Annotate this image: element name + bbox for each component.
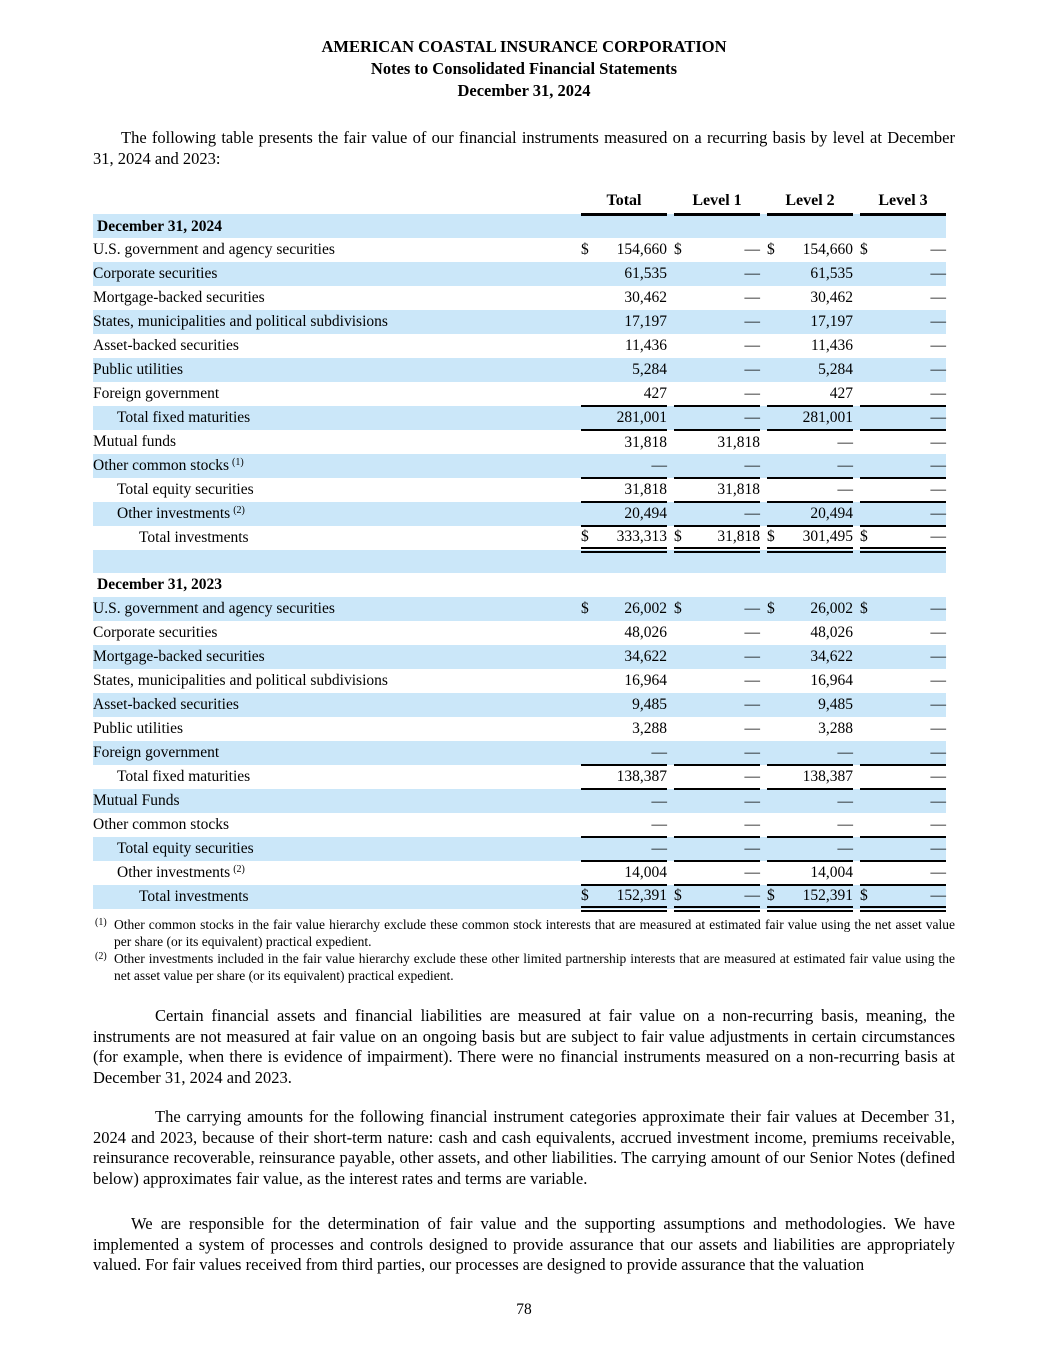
value-cell: —	[581, 741, 667, 765]
value-cell: 3,288	[632, 720, 667, 737]
value-cell: 281,001	[581, 406, 667, 430]
value-cell: —	[581, 837, 667, 861]
value-cell: —	[860, 813, 946, 837]
table-row	[93, 597, 946, 621]
value-cell: $ —	[674, 241, 760, 258]
table-body	[93, 214, 946, 909]
value-cell: $ —	[860, 241, 946, 258]
value-cell: —	[674, 837, 760, 861]
value-cell: 30,462	[810, 289, 853, 306]
dollar-sign: $	[674, 528, 682, 545]
body-paragraph: The carrying amounts for the following financial instrument categories approximate their fair values at December 31, 2024 and 2023, because of their short-term nature: cash and cash equivalents, accrued investment income, premiums receivable, reinsurance recoverable, reinsurance payable, other assets, and other liabilities. The carrying amount of our Senior Notes (defined below) approximates fair value, as the interest rates and terms are variable.	[93, 1107, 955, 1188]
dollar-sign: $	[767, 241, 775, 258]
footnote: (1) Other common stocks in the fair value hierarchy exclude these common stock interests that are measured at estimated fair value using the net asset value per share (or its equivalent) practical expedient.	[93, 916, 955, 950]
row-label: Foreign government	[93, 385, 220, 402]
value-cell: 16,964	[810, 672, 853, 689]
page-number: 78	[516, 1301, 532, 1318]
footnote-reference: (1)	[232, 457, 244, 468]
intro-paragraph: The following table presents the fair value of our financial instruments measured on a recurring basis by level at December 31, 2024 and 2023:	[93, 128, 955, 168]
dollar-sign: $	[767, 887, 775, 904]
value-cell: —	[860, 310, 946, 334]
value-cell: —	[674, 765, 760, 789]
row-label: U.S. government and agency securities	[93, 597, 581, 621]
value-cell: 281,001	[767, 406, 853, 430]
dollar-sign: $	[767, 600, 775, 617]
value-cell: 9,485	[581, 693, 667, 717]
dollar-sign: $	[860, 887, 868, 904]
value-cell: —	[860, 382, 946, 406]
document-subtitle: Notes to Consolidated Financial Statements	[370, 59, 678, 78]
spacer-row	[93, 550, 946, 573]
row-label: Other common stocks	[93, 816, 230, 833]
table-row	[93, 693, 946, 717]
dollar-sign: $	[581, 528, 589, 545]
value-cell: —	[767, 813, 853, 837]
value-cell: 31,818	[581, 478, 667, 502]
row-label: Public utilities	[93, 720, 183, 737]
value-cell: $ 152,391	[581, 885, 667, 909]
value-cell: 16,964	[624, 672, 667, 689]
value-cell: —	[674, 310, 760, 334]
value-cell: 61,535	[767, 262, 853, 286]
dollar-sign: $	[581, 600, 589, 617]
value-cell: —	[674, 861, 760, 885]
value-cell: —	[581, 454, 667, 478]
value-cell: —	[674, 262, 760, 286]
value-cell: 14,004	[581, 861, 667, 885]
row-label: Total fixed maturities	[93, 406, 581, 430]
footnote-marker: (1)	[95, 917, 107, 928]
dollar-sign: $	[581, 241, 589, 258]
table-row	[93, 861, 946, 885]
dollar-sign: $	[674, 241, 682, 258]
body-paragraph: We are responsible for the determination of fair value and the supporting assumptions and methodologies. We have implemented a system of processes and controls designed to provide assurance that our assets and liabilities are appropriately valued. For fair values received from third parties, our processes are designed to provide assurance that the valuation	[93, 1214, 955, 1274]
value-cell: $ —	[860, 885, 946, 909]
value-cell: $ 152,391	[767, 885, 853, 909]
value-cell: —	[674, 382, 760, 406]
table-header-row	[93, 190, 946, 214]
table-row	[93, 382, 946, 406]
value-cell: —	[744, 289, 760, 306]
value-cell: —	[860, 741, 946, 765]
value-cell: 17,197	[767, 310, 853, 334]
column-header-level-3: Level 3	[860, 190, 946, 214]
table-row	[93, 502, 946, 526]
value-cell: —	[744, 672, 760, 689]
row-label: Total equity securities	[117, 481, 254, 498]
value-cell: $ —	[860, 526, 946, 550]
value-cell: —	[930, 720, 946, 737]
value-cell: —	[581, 789, 667, 813]
dollar-sign: $	[860, 600, 868, 617]
column-header-level-1: Level 1	[674, 190, 760, 214]
table-row	[93, 334, 946, 358]
row-label: Total investments	[139, 529, 249, 546]
label-column-header	[93, 190, 581, 214]
value-cell: —	[674, 813, 760, 837]
value-cell: $ —	[674, 597, 760, 621]
dollar-sign: $	[674, 887, 682, 904]
value-cell: —	[930, 433, 946, 451]
row-label: Total investments	[93, 885, 581, 909]
row-label: Other common stocks $^{(1)}$	[93, 454, 581, 478]
value-cell: —	[744, 720, 760, 737]
value-cell: 34,622	[767, 645, 853, 669]
value-cell: —	[674, 358, 760, 382]
footnotes	[93, 916, 955, 984]
value-cell: —	[767, 454, 853, 478]
row-label: Total equity securities	[93, 837, 581, 861]
value-cell: 427	[581, 382, 667, 406]
fair-value-table	[93, 190, 946, 912]
dollar-sign: $	[860, 241, 868, 258]
value-cell: $ 333,313	[581, 526, 667, 550]
value-cell: —	[674, 502, 760, 526]
table-row	[93, 789, 946, 813]
table-row	[93, 526, 946, 550]
row-label: Corporate securities	[93, 262, 581, 286]
value-cell: —	[581, 813, 667, 837]
value-cell: 5,284	[581, 358, 667, 382]
value-cell: —	[930, 624, 946, 641]
value-cell: —	[767, 789, 853, 813]
value-cell: —	[930, 337, 946, 354]
value-cell: —	[860, 262, 946, 286]
value-cell: 20,494	[767, 502, 853, 526]
value-cell: 17,197	[581, 310, 667, 334]
row-label: Asset-backed securities	[93, 693, 581, 717]
row-label: U.S. government and agency securities	[93, 241, 335, 258]
value-cell: —	[860, 837, 946, 861]
value-cell: 11,436	[624, 337, 667, 354]
table-row	[93, 645, 946, 669]
body-paragraph: Certain financial assets and financial liabilities are measured at fair value on a non-recurring basis, meaning, the instruments are not measured at fair value on an ongoing basis but are subject to fair value adjustments in certain circumstances (for example, when there is evidence of impairment). There were no financial instruments measured on a non-recurring basis at December 31, 2024 and 2023.	[93, 1006, 955, 1087]
body-paragraphs	[93, 1006, 955, 1276]
value-cell: —	[860, 693, 946, 717]
footnote-reference: (2)	[233, 864, 245, 875]
dollar-sign: $	[860, 528, 868, 545]
value-cell: —	[930, 289, 946, 306]
value-cell: 9,485	[767, 693, 853, 717]
row-label: Other investments $^{(2)}$	[117, 864, 245, 881]
table-row	[93, 765, 946, 789]
value-cell: 48,026	[810, 624, 853, 641]
value-cell: —	[860, 502, 946, 526]
value-cell: $ 26,002	[581, 597, 667, 621]
value-cell: $ —	[860, 597, 946, 621]
value-cell: 427	[767, 382, 853, 406]
row-label: States, municipalities and political subdivisions	[93, 310, 581, 334]
value-cell: $ 26,002	[767, 597, 853, 621]
value-cell: —	[860, 645, 946, 669]
value-cell: —	[860, 478, 946, 502]
value-cell: —	[674, 454, 760, 478]
value-cell: —	[930, 672, 946, 689]
row-label: Mortgage-backed securities	[93, 289, 265, 306]
value-cell: 5,284	[767, 358, 853, 382]
table-row	[93, 837, 946, 861]
row-label: States, municipalities and political subdivisions	[93, 672, 388, 689]
row-label: Asset-backed securities	[93, 337, 239, 354]
footnote: (2) Other investments included in the fair value hierarchy exclude these other limited partnership interests that are measured at estimated fair value using the net asset value per share (or its equivalent) practical expedient.	[93, 950, 955, 984]
value-cell: 20,494	[581, 502, 667, 526]
value-cell: 3,288	[818, 720, 853, 737]
value-cell: —	[860, 789, 946, 813]
dollar-sign: $	[767, 528, 775, 545]
dollar-sign: $	[581, 887, 589, 904]
row-label: Public utilities	[93, 358, 581, 382]
table-row	[93, 358, 946, 382]
value-cell: $ 154,660	[767, 241, 853, 258]
dollar-sign: $	[674, 600, 682, 617]
value-cell: $ 301,495	[767, 526, 853, 550]
row-label: Foreign government	[93, 741, 581, 765]
value-cell: 11,436	[810, 337, 853, 354]
value-cell: $ 154,660	[581, 241, 667, 258]
value-cell: —	[767, 837, 853, 861]
value-cell: $ 31,818	[674, 526, 760, 550]
row-label: Mutual Funds	[93, 789, 581, 813]
value-cell: $ —	[674, 885, 760, 909]
table-row	[93, 741, 946, 765]
value-cell: 61,535	[581, 262, 667, 286]
value-cell: 48,026	[624, 624, 667, 641]
value-cell: —	[860, 358, 946, 382]
footnote-marker: (2)	[95, 951, 107, 962]
table-row	[93, 454, 946, 478]
document-header	[93, 36, 955, 102]
table-row	[93, 430, 946, 454]
value-cell: 138,387	[767, 765, 853, 789]
footnote-reference: (2)	[233, 505, 245, 516]
document-date: December 31, 2024	[457, 81, 591, 100]
table-row	[93, 669, 946, 693]
table-row	[93, 238, 946, 262]
row-label: Mortgage-backed securities	[93, 645, 581, 669]
value-cell: —	[837, 433, 853, 451]
table-row	[93, 621, 946, 645]
column-header-level-2: Level 2	[767, 190, 853, 214]
value-cell: —	[860, 765, 946, 789]
value-cell: —	[744, 337, 760, 354]
value-cell: —	[674, 406, 760, 430]
table-row	[93, 310, 946, 334]
table-row	[93, 478, 946, 502]
value-cell: —	[674, 789, 760, 813]
value-cell: —	[674, 645, 760, 669]
section-title-row: December 31, 2023	[97, 576, 222, 593]
table-row	[93, 885, 946, 909]
value-cell: —	[674, 741, 760, 765]
value-cell: 138,387	[581, 765, 667, 789]
row-label: Other investments $^{(2)}$	[93, 502, 581, 526]
value-cell: —	[860, 454, 946, 478]
column-header-total: Total	[581, 190, 667, 214]
value-cell: —	[744, 624, 760, 641]
table-row	[93, 717, 946, 741]
table-row	[93, 406, 946, 430]
value-cell: —	[860, 861, 946, 885]
value-cell: 34,622	[581, 645, 667, 669]
row-label: Corporate securities	[93, 624, 218, 641]
table-row	[93, 286, 946, 310]
value-cell: 14,004	[767, 861, 853, 885]
value-cell: —	[860, 406, 946, 430]
value-cell: 31,818	[674, 478, 760, 502]
table-row	[93, 262, 946, 286]
row-label: Mutual funds	[93, 433, 177, 450]
value-cell: 31,818	[624, 433, 667, 451]
value-cell: —	[767, 741, 853, 765]
value-cell: —	[674, 693, 760, 717]
section-title-row: December 31, 2024	[93, 214, 946, 238]
company-name: AMERICAN COASTAL INSURANCE CORPORATION	[321, 37, 727, 56]
row-label: Total fixed maturities	[117, 768, 251, 785]
value-cell: 30,462	[624, 289, 667, 306]
table-row	[93, 813, 946, 837]
value-cell: 31,818	[717, 433, 760, 451]
value-cell: —	[767, 478, 853, 502]
